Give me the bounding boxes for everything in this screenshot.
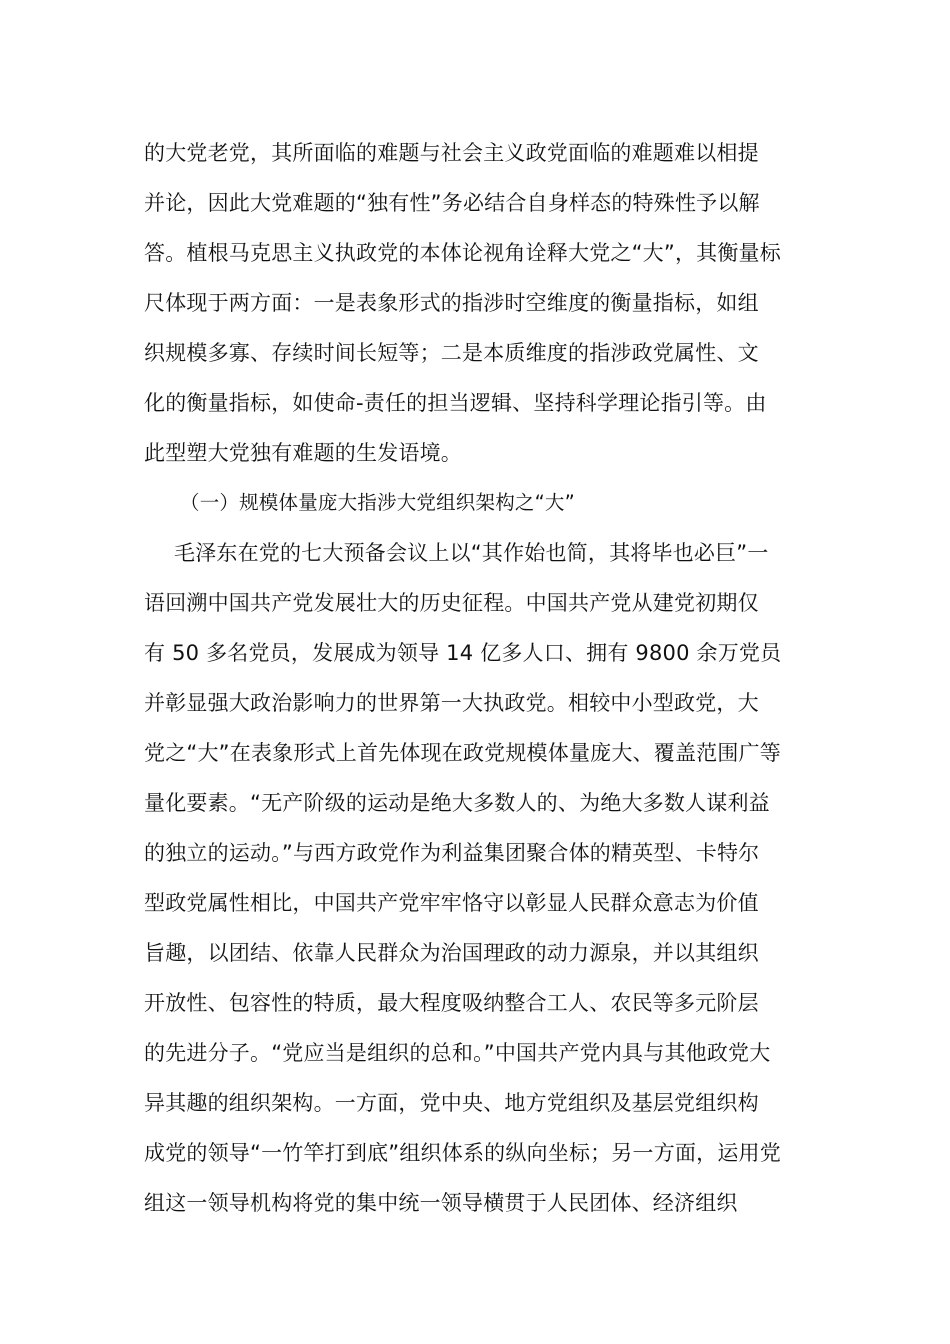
text-line: 组这一领导机构将党的集中统一领导横贯于人民团体、经济组织	[144, 1191, 738, 1215]
body-text	[144, 128, 814, 1228]
text-line: 尺体现于两方面：一是表象形式的指涉时空维度的衡量指标，如组	[144, 291, 759, 315]
text-line: 开放性、包容性的特质，最大程度吸纳整合工人、农民等多元阶层	[144, 991, 759, 1015]
text-line: 并论，因此大党难题的“独有性”务必结合自身样态的特殊性予以解	[144, 191, 760, 215]
text-line: 毛泽东在党的七大预备会议上以“其作始也简，其将毕也必巨”一	[174, 541, 769, 565]
section-heading: （一）规模体量庞大指涉大党组织架构之“大”	[180, 491, 575, 514]
text-line: 化的衡量指标，如使命-责任的担当逻辑、坚持科学理论指引等。由	[144, 391, 767, 415]
text-line: 型政党属性相比，中国共产党牢牢恪守以彰显人民群众意志为价值	[144, 891, 759, 915]
text-line: 党之“大”在表象形式上首先体现在政党规模体量庞大、覆盖范围广等	[144, 741, 781, 765]
text-line: 的大党老党，其所面临的难题与社会主义政党面临的难题难以相提	[144, 141, 759, 165]
text-line: 织规模多寡、存续时间长短等；二是本质维度的指涉政党属性、文	[144, 341, 759, 365]
text-line: 旨趣，以团结、依靠人民群众为治国理政的动力源泉，并以其组织	[144, 941, 759, 965]
text-line: 答。植根马克思主义执政党的本体论视角诠释大党之“大”，其衡量标	[144, 241, 781, 265]
text-line: 并彰显强大政治影响力的世界第一大执政党。相较中小型政党，大	[144, 691, 759, 715]
text-line: 的先进分子。“党应当是组织的总和。”中国共产党内具与其他政党大	[144, 1041, 771, 1065]
text-line: 语回溯中国共产党发展壮大的历史征程。中国共产党从建党初期仅	[144, 591, 759, 615]
text-line: 量化要素。“无产阶级的运动是绝大多数人的、为绝大多数人谋利益	[144, 791, 770, 815]
text-line: 异其趣的组织架构。一方面，党中央、地方党组织及基层党组织构	[144, 1091, 759, 1115]
text-line: 成党的领导“一竹竿打到底”组织体系的纵向坐标；另一方面，运用党	[144, 1141, 781, 1165]
text-line: 此型塑大党独有难题的生发语境。	[144, 441, 462, 465]
text-line: 有 50 多名党员，发展成为领导 14 亿多人口、拥有 9800 余万党员	[144, 641, 782, 665]
text-line: 的独立的运动。”与西方政党作为利益集团聚合体的精英型、卡特尔	[144, 841, 760, 865]
